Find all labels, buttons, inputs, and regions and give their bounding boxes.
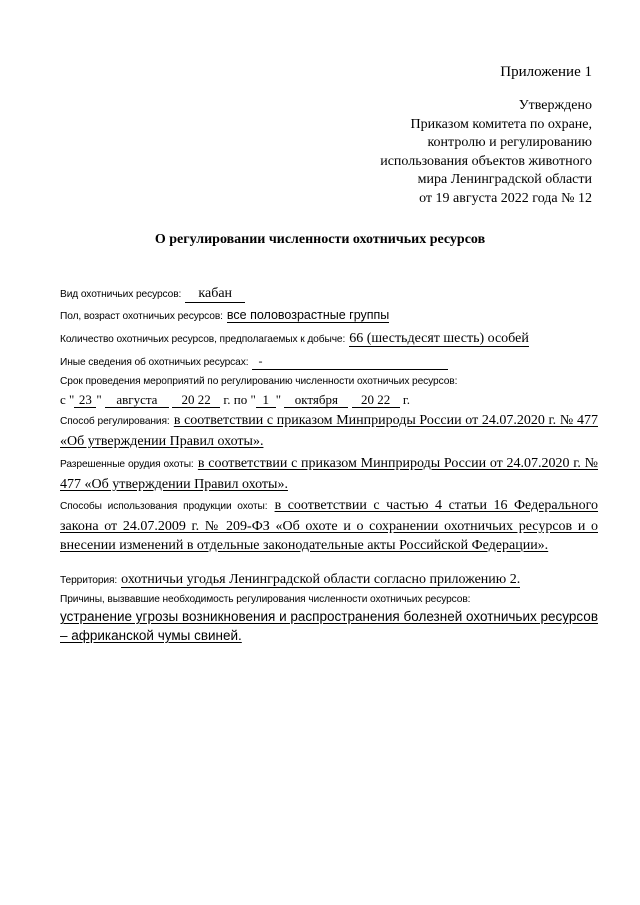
period-from-month: августа: [105, 393, 169, 408]
tools-value: в соответствии с приказом Минприроды России от 24.07.2020 г. № 477 «Об утверждении Правил охоты».: [60, 456, 599, 492]
territory-field: [60, 570, 598, 590]
method-label: Способ регулирования:: [60, 416, 170, 427]
approval-line: использования объектов животного: [380, 153, 592, 169]
reasons-value: устранение угрозы возникновения и распространения болезней охотничьих ресурсов – африканской чумы свиней.: [60, 609, 598, 643]
period-to-quote: ": [275, 392, 282, 407]
quantity-value: 66 (шестьдесят шесть) особей: [349, 331, 529, 346]
period-to-year: 20 22: [352, 393, 400, 408]
period-from-suffix: г. по ": [223, 392, 256, 407]
sex-age-value: все половозрастные группы: [226, 308, 390, 322]
usage-field: [60, 495, 598, 554]
method-value: в соответствии с приказом Минприроды России от 24.07.2020 г. № 477 «Об утверждении Правил охоты».: [60, 413, 598, 449]
tools-field: [60, 453, 598, 493]
other-info-value: -: [252, 353, 448, 370]
period-field: [60, 375, 598, 408]
approval-line: Приказом комитета по охране,: [410, 116, 592, 132]
period-to-suffix: г.: [402, 392, 410, 407]
species-field: [60, 284, 598, 304]
appendix-label: Приложение 1: [500, 64, 592, 80]
period-to-month: октября: [284, 393, 348, 408]
quantity-label: Количество охотничьих ресурсов, предполагаемых к добыче:: [60, 334, 346, 345]
approval-line: мира Ленинградской области: [417, 172, 592, 187]
approval-line: от 19 августа 2022 года № 12: [419, 190, 592, 206]
method-field: [60, 410, 598, 450]
period-from-prefix: с ": [60, 392, 75, 407]
reasons-field: [60, 592, 598, 645]
sex-age-field: [60, 306, 598, 326]
usage-value: в соответствии с частью 4 статьи 16 Федерального закона от 24.07.2009 г. № 209-ФЗ «Об охоте и о сохранении охотничьих ресурсов и о внесении изменений в отдельные законодательные акты Российской Федерации».: [60, 498, 599, 553]
reasons-label: Причины, вызвавшие необходимость регулирования численности охотничьих ресурсов:: [60, 594, 471, 605]
quantity-field: [60, 329, 598, 349]
tools-label: Разрешенные орудия охоты:: [60, 459, 194, 470]
other-info-field: [60, 352, 598, 372]
period-label: Срок проведения мероприятий по регулированию численности охотничьих ресурсов:: [60, 376, 458, 387]
usage-label: Способы использования продукции охоты:: [60, 501, 268, 512]
period-dates: [60, 392, 598, 408]
species-label: Вид охотничьих ресурсов:: [60, 289, 182, 300]
sex-age-label: Пол, возраст охотничьих ресурсов:: [60, 311, 223, 322]
period-from-day: 23: [74, 393, 96, 408]
period-from-quote: ": [96, 392, 102, 407]
territory-label: Территория:: [60, 575, 118, 586]
period-from-year: 20 22: [172, 393, 220, 408]
species-value: кабан: [185, 286, 245, 303]
period-to-day: 1: [256, 393, 276, 408]
territory-value: охотничьи угодья Ленинградской области согласно приложению 2.: [121, 572, 521, 587]
approval-line: Утверждено: [518, 98, 592, 113]
approval-line: контролю и регулированию: [427, 135, 592, 150]
approval-block: [292, 97, 592, 208]
other-info-label: Иные сведения об охотничьих ресурсах:: [60, 357, 249, 368]
document-title: О регулировании численности охотничьих ресурсов: [154, 232, 486, 247]
